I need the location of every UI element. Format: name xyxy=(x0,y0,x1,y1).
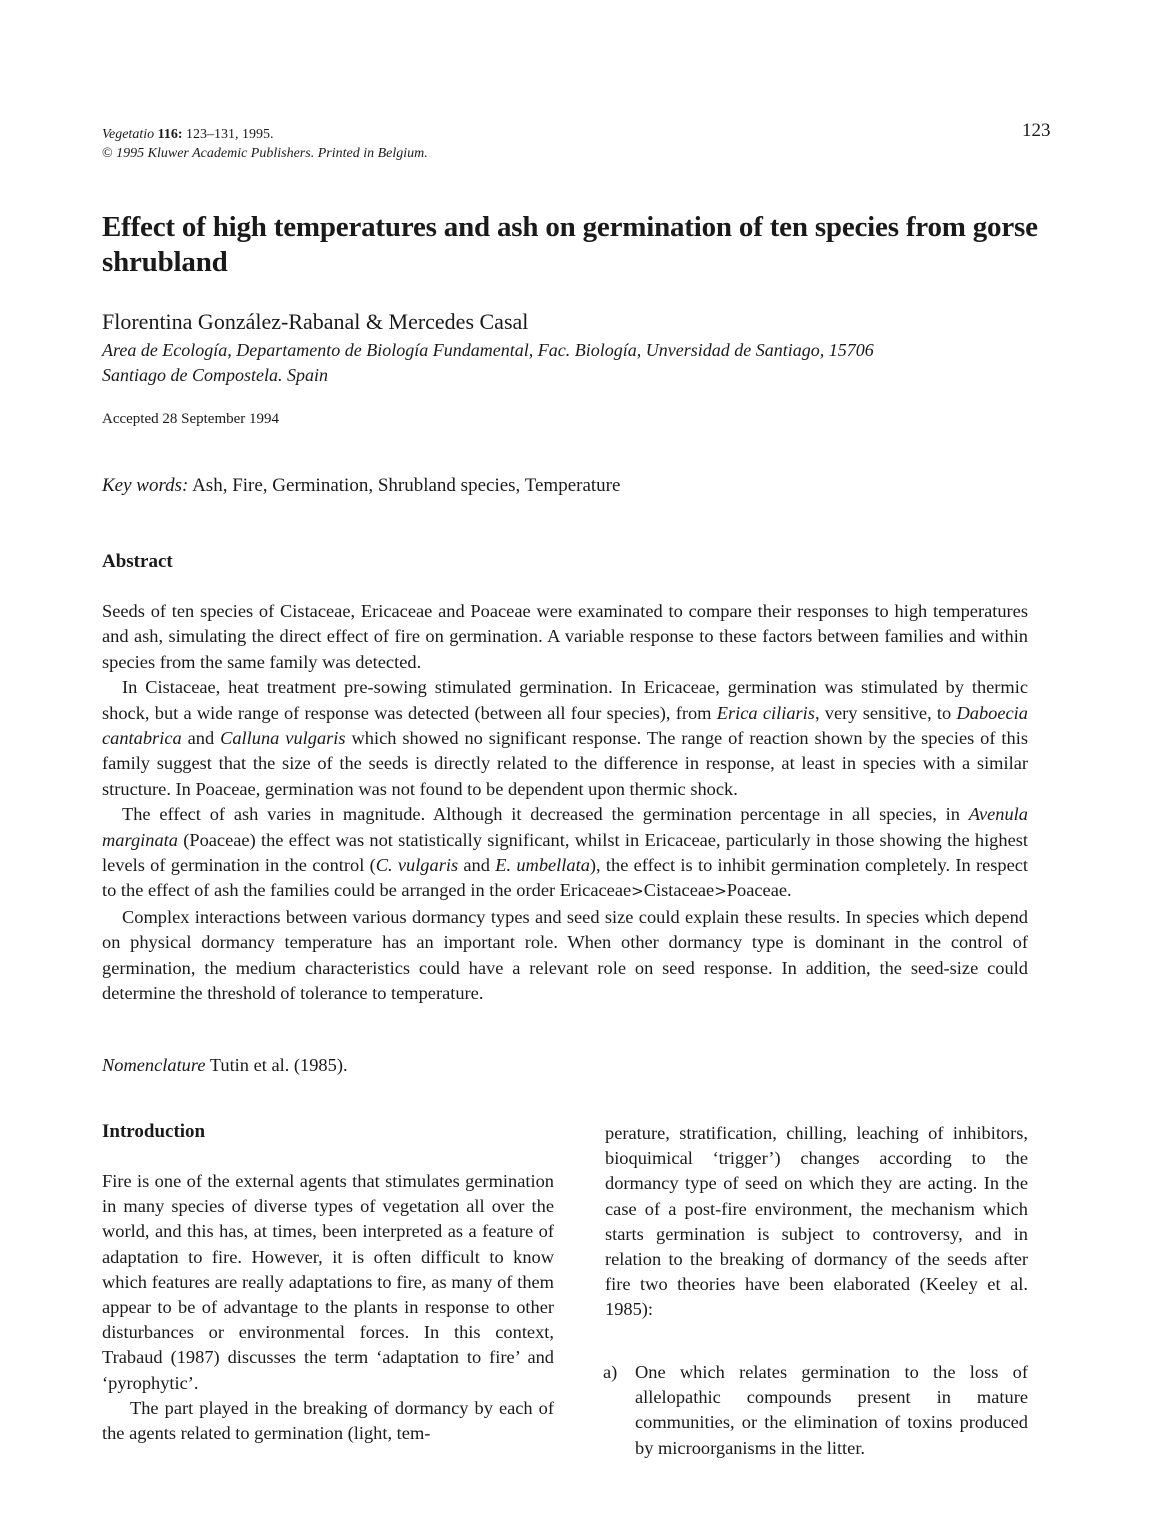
journal-pages: 123–131, 1995. xyxy=(186,127,274,142)
introduction-heading: Introduction xyxy=(102,1121,206,1142)
copyright-icon: © xyxy=(102,146,113,161)
paper-title: Effect of high temperatures and ash on germination of ten species from gorse shrubland xyxy=(102,211,1038,278)
nomenclature xyxy=(102,1055,348,1076)
nomenclature-label: Nomenclature xyxy=(102,1055,206,1075)
intro-paragraph: perature, stratification, chilling, leaching of inhibitors, bioquimical ‘trigger’) changes according to the dormancy type of seed on which they are acting. In the case of a post-fire environment, the mechanism which starts germination is subject to controversy, and in relation to the breaking of dormancy of the seeds after fire two theories have been elaborated (Keeley et al. 1985): xyxy=(605,1123,1028,1320)
nomenclature-text: Tutin et al. (1985). xyxy=(205,1055,348,1075)
intro-paragraph: Fire is one of the external agents that stimulates germination in many species of diverse types of vegetation all over the world, and this has, at times, been interpreted as a feature of adaptation to fire. However, it is often difficult to know which features are really adaptations to fire, as many of them appear to be of advantage to the plants in response to other disturbances or environmental forces. In this context, Trabaud (1987) discusses the term ‘adaptation to fire’ and ‘pyrophytic’. xyxy=(102,1171,554,1393)
journal-line-2 xyxy=(102,144,428,163)
abstract-body xyxy=(102,599,1028,1007)
affiliation-line-1: Area de Ecología, Departamento de Biología Fundamental, Fac. Biología, Unversidad de Santiago, 15706 xyxy=(102,340,874,360)
journal-line-1 xyxy=(102,125,428,144)
abstract-paragraph: In Cistaceae, heat treatment pre-sowing stimulated germination. In Ericaceae, germination was stimulated by thermic shock, but a wide range of response was detected (between all four species), from Erica ciliaris, very sensitive, to Daboecia cantabrica and Calluna vulgaris which showed no significant response. The range of reaction shown by the species of this family suggest that the size of the seeds is directly related to the difference in response, at least in species with a similar structure. In Poaceae, germination was not found to be dependent upon thermic shock. xyxy=(102,677,1028,799)
theory-list-item xyxy=(603,1360,1028,1461)
list-item-text: One which relates germination to the loss of allelopathic compounds present in mature communities, or the elimination of toxins produced by microorganisms in the litter. xyxy=(635,1362,1028,1458)
list-marker: a) xyxy=(603,1362,618,1382)
journal-name: Vegetatio xyxy=(102,127,155,142)
introduction-column-right xyxy=(605,1121,1028,1323)
affiliation-line-2: Santiago de Compostela. Spain xyxy=(102,365,328,385)
page-number: 123 xyxy=(1022,120,1051,141)
affiliation xyxy=(102,338,1062,388)
journal-citation xyxy=(102,125,428,163)
keywords-text: Ash, Fire, Germination, Shrubland species, Temperature xyxy=(192,475,621,496)
abstract-paragraph: The effect of ash varies in magnitude. Although it decreased the germination percentage in all species, in Avenula marginata (Poaceae) the effect was not statistically significant, whilst in Ericaceae, particularly in those showing the highest levels of germination in the control (C. vulgaris and E. umbellata), the effect is to inhibit germination completely. In respect to the effect of ash the families could be arranged in the order Ericaceae>Cistaceae>Poaceae. xyxy=(102,804,1029,901)
introduction-column-left xyxy=(102,1169,554,1446)
keywords-label: Key words: xyxy=(102,475,189,496)
intro-paragraph: The part played in the breaking of dormancy by each of the agents related to germination (light, tem- xyxy=(102,1397,554,1444)
journal-volume: 116: xyxy=(157,127,183,142)
abstract-heading: Abstract xyxy=(102,551,173,572)
accepted-date: Accepted 28 September 1994 xyxy=(102,411,280,427)
abstract-paragraph: Complex interactions between various dormancy types and seed size could explain these results. In species which depend on physical dormancy temperature has an important role. When other dormancy type is dominant in the control of germination, the medium characteristics could have a relevant role on seed response. In addition, the seed-size could determine the threshold of tolerance to temperature. xyxy=(102,906,1028,1004)
copyright-text: 1995 Kluwer Academic Publishers. Printed in Belgium. xyxy=(116,146,428,161)
abstract-paragraph: Seeds of ten species of Cistaceae, Ericaceae and Poaceae were examinated to compare their responses to high temperatures and ash, simulating the direct effect of fire on germination. A variable response to these factors between families and within species from the same family was detected. xyxy=(102,601,1028,672)
authors: Florentina González-Rabanal & Mercedes Casal xyxy=(102,309,529,334)
keywords xyxy=(102,475,620,497)
